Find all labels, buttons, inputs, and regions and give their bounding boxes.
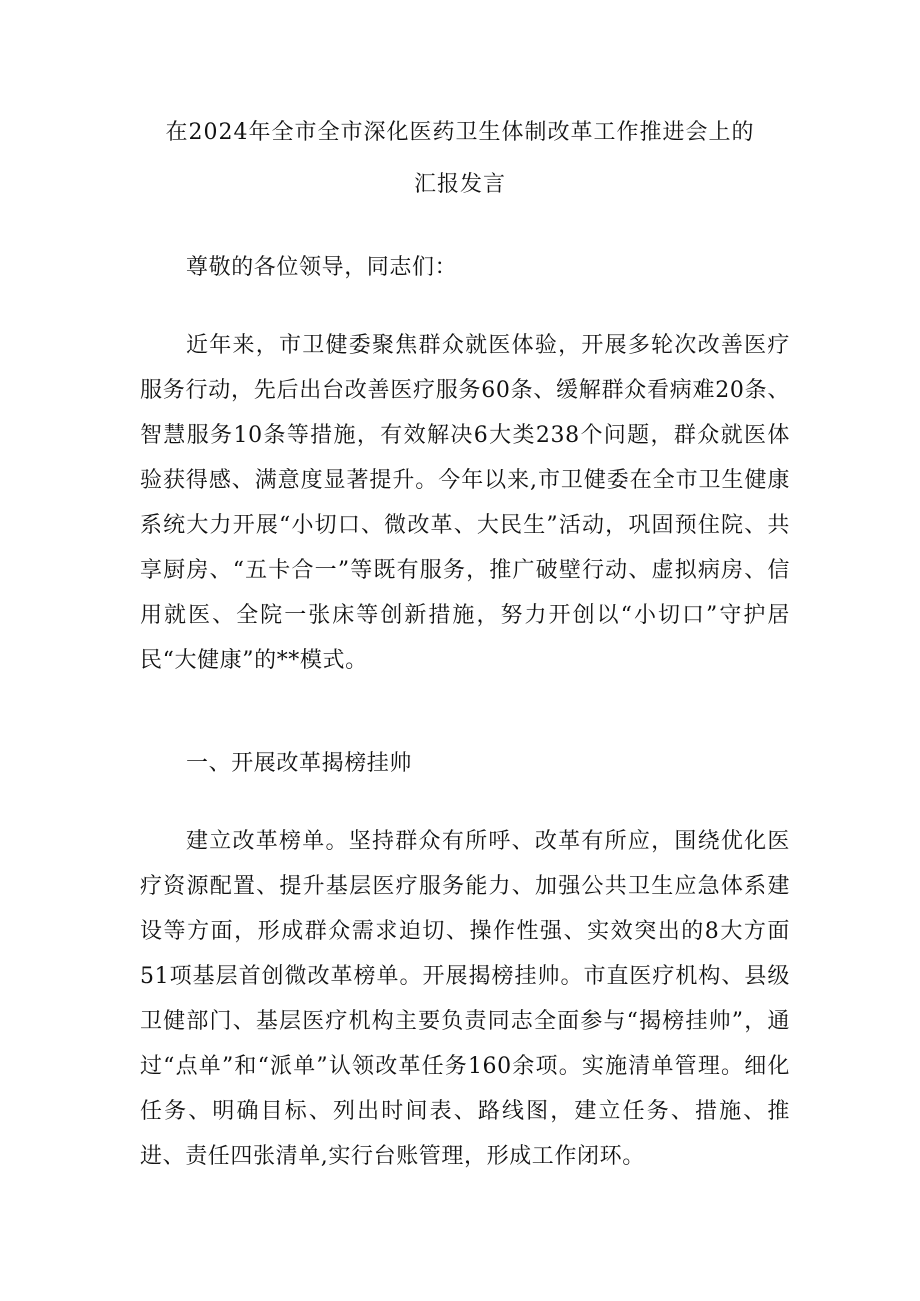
section-paragraph: 建立改革榜单。坚持群众有所呼、改革有所应，围绕优化医疗资源配置、提升基层医疗服务能力、加强公共卫生应急体系建设等方面，形成群众需求迫切、操作性强、实效突出的8大方面51项基层首创微改革榜单。开展揭榜挂帅。市直医疗机构、县级卫健部门、基层医疗机构主要负责同志全面参与“揭榜挂帅”，通过“点单”和“派单”认领改革任务160余项。实施清单管理。细化任务、明确目标、列出时间表、路线图，建立任务、措施、推进、责任四张清单,实行台账管理，形成工作闭环。	[140, 829, 790, 1169]
document-title-line-2: 汇报发言	[413, 172, 506, 197]
greeting-line: 尊敬的各位领导，同志们：	[186, 255, 458, 280]
intro-paragraph: 近年来，市卫健委聚焦群众就医体验，开展多轮次改善医疗服务行动，先后出台改善医疗服务60条、缓解群众看病难20条、智慧服务10条等措施，有效解决6大类238个问题，群众就医体验获得感、满意度显著提升。今年以来,市卫健委在全市卫生健康系统大力开展“小切口、微改革、大民生”活动，巩固预住院、共享厨房、“五卡合一”等既有服务，推广破壁行动、虚拟病房、信用就医、全院一张床等创新措施，努力开创以“小切口”守护居民“大健康”的**模式。	[140, 333, 790, 673]
document-title-line-1: 在2024年全市全市深化医药卫生体制改革工作推进会上的	[165, 120, 755, 145]
section-heading: 一、开展改革揭榜挂帅	[186, 751, 413, 776]
